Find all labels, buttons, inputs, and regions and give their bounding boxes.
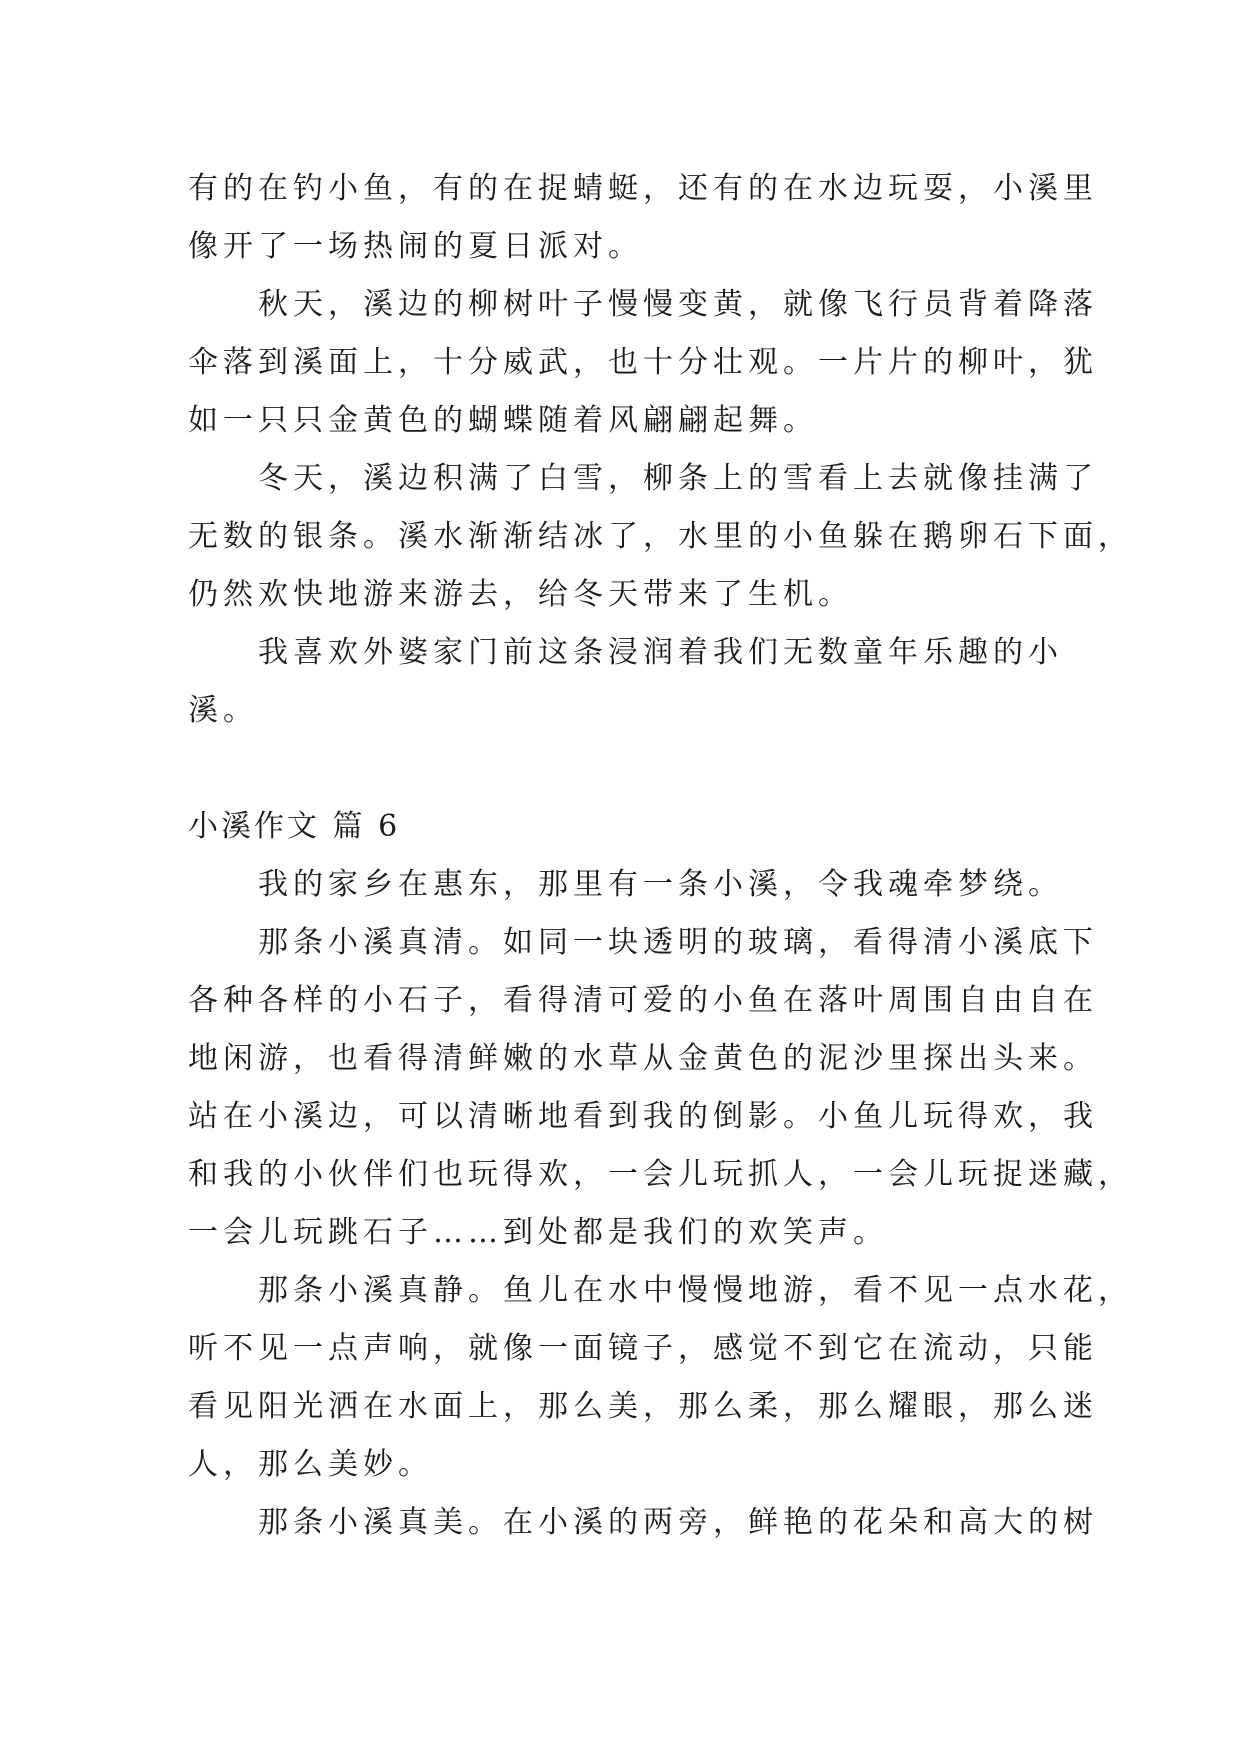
text-line: 地闲游，也看得清鲜嫩的水草从金黄色的泥沙里探出头来。 — [188, 1041, 1098, 1076]
text-line: 那条小溪真清。如同一块透明的玻璃，看得清小溪底下 — [258, 925, 1098, 960]
paragraph-winter — [188, 450, 1133, 624]
text-line: 像开了一场热闹的夏日派对。 — [188, 229, 643, 264]
paragraph-autumn — [188, 276, 1098, 450]
text-line: 有的在钓小鱼，有的在捉蜻蜓，还有的在水边玩耍，小溪里 — [188, 171, 1098, 206]
text-line: 那条小溪真静。鱼儿在水中慢慢地游，看不见一点水花， — [258, 1273, 1133, 1308]
paragraph-conclusion — [188, 624, 1063, 740]
text-line: 站在小溪边，可以清晰地看到我的倒影。小鱼儿玩得欢，我 — [188, 1099, 1098, 1134]
text-line: 各种各样的小石子，看得清可爱的小鱼在落叶周围自由自在 — [188, 983, 1098, 1018]
paragraph-intro — [188, 856, 1063, 914]
text-line: 伞落到溪面上，十分威武，也十分壮观。一片片的柳叶，犹 — [188, 345, 1098, 380]
paragraph-summer-end — [188, 160, 1098, 276]
text-line: 听不见一点声响，就像一面镜子，感觉不到它在流动，只能 — [188, 1331, 1098, 1366]
text-line: 一会儿玩跳石子……到处都是我们的欢笑声。 — [188, 1215, 888, 1250]
text-line: 人，那么美妙。 — [188, 1447, 433, 1482]
text-line: 和我的小伙伴们也玩得欢，一会儿玩抓人，一会儿玩捉迷藏， — [188, 1157, 1133, 1192]
text-line: 无数的银条。溪水渐渐结冰了，水里的小鱼躲在鹅卵石下面， — [188, 519, 1133, 554]
text-line: 我喜欢外婆家门前这条浸润着我们无数童年乐趣的小 — [258, 635, 1063, 670]
section-heading: 小溪作文 篇 6 — [188, 809, 401, 844]
text-line: 仍然欢快地游来游去，给冬天带来了生机。 — [188, 577, 853, 612]
text-line: 我的家乡在惠东，那里有一条小溪，令我魂牵梦绕。 — [258, 867, 1063, 902]
text-line: 看见阳光洒在水面上，那么美，那么柔，那么耀眼，那么迷 — [188, 1389, 1098, 1424]
paragraph-quiet — [188, 1262, 1133, 1494]
text-line: 秋天，溪边的柳树叶子慢慢变黄，就像飞行员背着降落 — [258, 287, 1098, 322]
document-page — [188, 160, 1133, 1552]
paragraph-gap — [188, 740, 1058, 798]
paragraph-clear — [188, 914, 1133, 1262]
text-line: 那条小溪真美。在小溪的两旁，鲜艳的花朵和高大的树 — [258, 1505, 1098, 1540]
paragraph-beautiful — [188, 1494, 1098, 1552]
text-line: 冬天，溪边积满了白雪，柳条上的雪看上去就像挂满了 — [258, 461, 1098, 496]
text-line: 溪。 — [188, 693, 258, 728]
text-line: 如一只只金黄色的蝴蝶随着风翩翩起舞。 — [188, 403, 818, 438]
